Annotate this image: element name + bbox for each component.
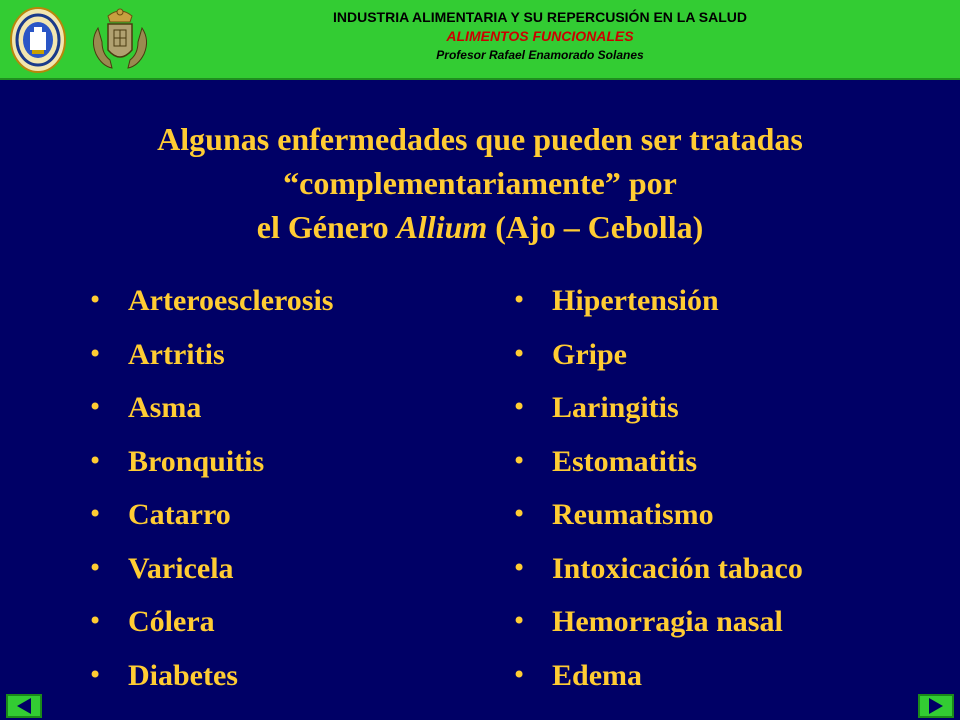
university-seal-icon xyxy=(10,7,66,73)
disease-list-right xyxy=(512,274,932,702)
title-line-2: “complementariamente” por xyxy=(283,165,677,201)
bullet-icon: • xyxy=(88,607,103,635)
list-item xyxy=(512,649,932,703)
list-item xyxy=(88,649,468,703)
triangle-right-icon xyxy=(929,698,943,714)
bullet-icon: • xyxy=(512,393,527,421)
bullet-icon: • xyxy=(88,553,103,582)
disease-list-left xyxy=(88,274,468,702)
list-item xyxy=(512,435,932,489)
list-item xyxy=(512,542,932,596)
bullet-icon: • xyxy=(88,393,103,421)
disease-name: Hemorragia nasal xyxy=(552,605,783,638)
title-line-1: Algunas enfermedades que pueden ser tratadas xyxy=(157,121,803,157)
disease-name: Catarro xyxy=(128,498,231,531)
disease-name: Edema xyxy=(552,658,642,692)
course-subtitle: ALIMENTOS FUNCIONALES xyxy=(446,28,634,44)
bullet-icon: • xyxy=(88,660,103,689)
course-title: INDUSTRIA ALIMENTARIA Y SU REPERCUSIÓN EN LA SALUD xyxy=(332,9,748,25)
list-item xyxy=(88,381,468,435)
bullet-icon: • xyxy=(512,339,527,368)
bullet-icon: • xyxy=(512,286,527,314)
bullet-icon: • xyxy=(512,660,527,689)
disease-name: Artritis xyxy=(128,337,225,371)
title-line-3-post: (Ajo – Cebolla) xyxy=(487,209,704,245)
bullet-icon: • xyxy=(88,500,103,528)
list-item xyxy=(512,274,932,328)
disease-name: Bronquitis xyxy=(128,444,265,478)
list-item xyxy=(512,488,932,542)
coat-of-arms-icon xyxy=(88,6,152,74)
bullet-icon: • xyxy=(88,446,103,475)
list-item xyxy=(88,328,468,382)
bullet-icon: • xyxy=(512,553,527,582)
disease-name: Cólera xyxy=(128,605,215,638)
disease-name: Estomatitis xyxy=(552,444,697,478)
disease-name: Intoxicación tabaco xyxy=(552,551,803,585)
list-item xyxy=(512,381,932,435)
previous-slide-button[interactable] xyxy=(6,694,42,718)
disease-name: Hipertensión xyxy=(552,284,719,317)
header-text xyxy=(180,8,900,64)
list-item xyxy=(88,595,468,649)
header-bar xyxy=(0,0,960,80)
list-item xyxy=(512,328,932,382)
list-item xyxy=(88,542,468,596)
bullet-icon: • xyxy=(512,446,527,475)
disease-name: Asma xyxy=(128,391,202,424)
next-slide-button[interactable] xyxy=(918,694,954,718)
professor-name: Profesor Rafael Enamorado Solanes xyxy=(436,48,644,62)
bullet-icon: • xyxy=(88,286,103,314)
bullet-icon: • xyxy=(512,500,527,528)
slide-title xyxy=(40,117,920,249)
title-line-3 xyxy=(40,205,920,249)
bullet-icon: • xyxy=(88,339,103,368)
disease-name: Laringitis xyxy=(552,391,679,424)
disease-name: Varicela xyxy=(128,551,234,585)
disease-name: Arteroesclerosis xyxy=(128,284,334,317)
disease-name: Gripe xyxy=(552,337,627,371)
disease-name: Reumatismo xyxy=(552,498,714,531)
title-genus: Allium xyxy=(396,209,488,245)
title-line-3-pre: el Género xyxy=(256,209,397,245)
list-item xyxy=(88,435,468,489)
bullet-icon: • xyxy=(512,607,527,635)
list-item xyxy=(88,274,468,328)
disease-name: Diabetes xyxy=(128,658,238,692)
list-item xyxy=(88,488,468,542)
list-item xyxy=(512,595,932,649)
triangle-left-icon xyxy=(17,698,31,714)
